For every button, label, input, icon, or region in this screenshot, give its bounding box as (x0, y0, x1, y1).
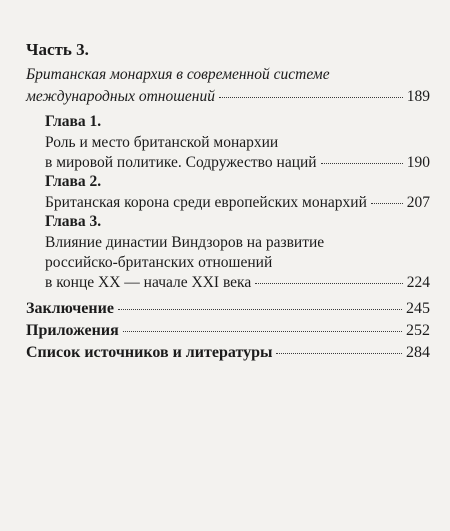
chapter-3-line1: Влияние династии Виндзоров на развитие (45, 234, 325, 251)
appendices-entry (26, 320, 430, 341)
part-label: Часть 3. (26, 40, 89, 59)
conclusion-entry (26, 298, 430, 319)
dot-leader (276, 353, 402, 354)
chapter-2-entry (45, 192, 430, 213)
page-number: 190 (406, 154, 430, 171)
page-number: 207 (406, 194, 430, 211)
dot-leader (255, 283, 403, 284)
page-number: 252 (406, 322, 430, 339)
chapter-1-entry (45, 152, 430, 173)
chapter-3-line3: в конце XX — начале XXI века (45, 274, 252, 291)
sources-entry (26, 342, 430, 363)
sources-label: Список источников и литературы (26, 344, 273, 361)
page-number: 245 (406, 300, 430, 317)
part-title-line2: международных отношений (26, 88, 215, 105)
part-title-entry (26, 86, 430, 107)
chapter-3-entry (45, 272, 430, 293)
chapter-2-label: Глава 2. (45, 173, 102, 190)
dot-leader (123, 331, 402, 332)
page-number: 224 (406, 274, 430, 291)
dot-leader (321, 163, 403, 164)
page-number: 189 (406, 88, 430, 105)
chapter-1-line1: Роль и место британской монархии (45, 134, 279, 151)
chapter-1-line2: в мировой политике. Содружество наций (45, 154, 317, 171)
dot-leader (118, 309, 402, 310)
page-number: 284 (406, 344, 430, 361)
chapter-3-line2: российско-британских отношений (45, 254, 273, 271)
chapter-3-label: Глава 3. (45, 213, 102, 230)
dot-leader (371, 203, 403, 204)
chapter-1-label: Глава 1. (45, 113, 102, 130)
part-title-line1: Британская монархия в современной системе (26, 66, 330, 83)
chapter-2-line1: Британская корона среди европейских монархий (45, 194, 367, 211)
dot-leader (219, 97, 403, 98)
appendices-label: Приложения (26, 322, 119, 339)
conclusion-label: Заключение (26, 300, 114, 317)
